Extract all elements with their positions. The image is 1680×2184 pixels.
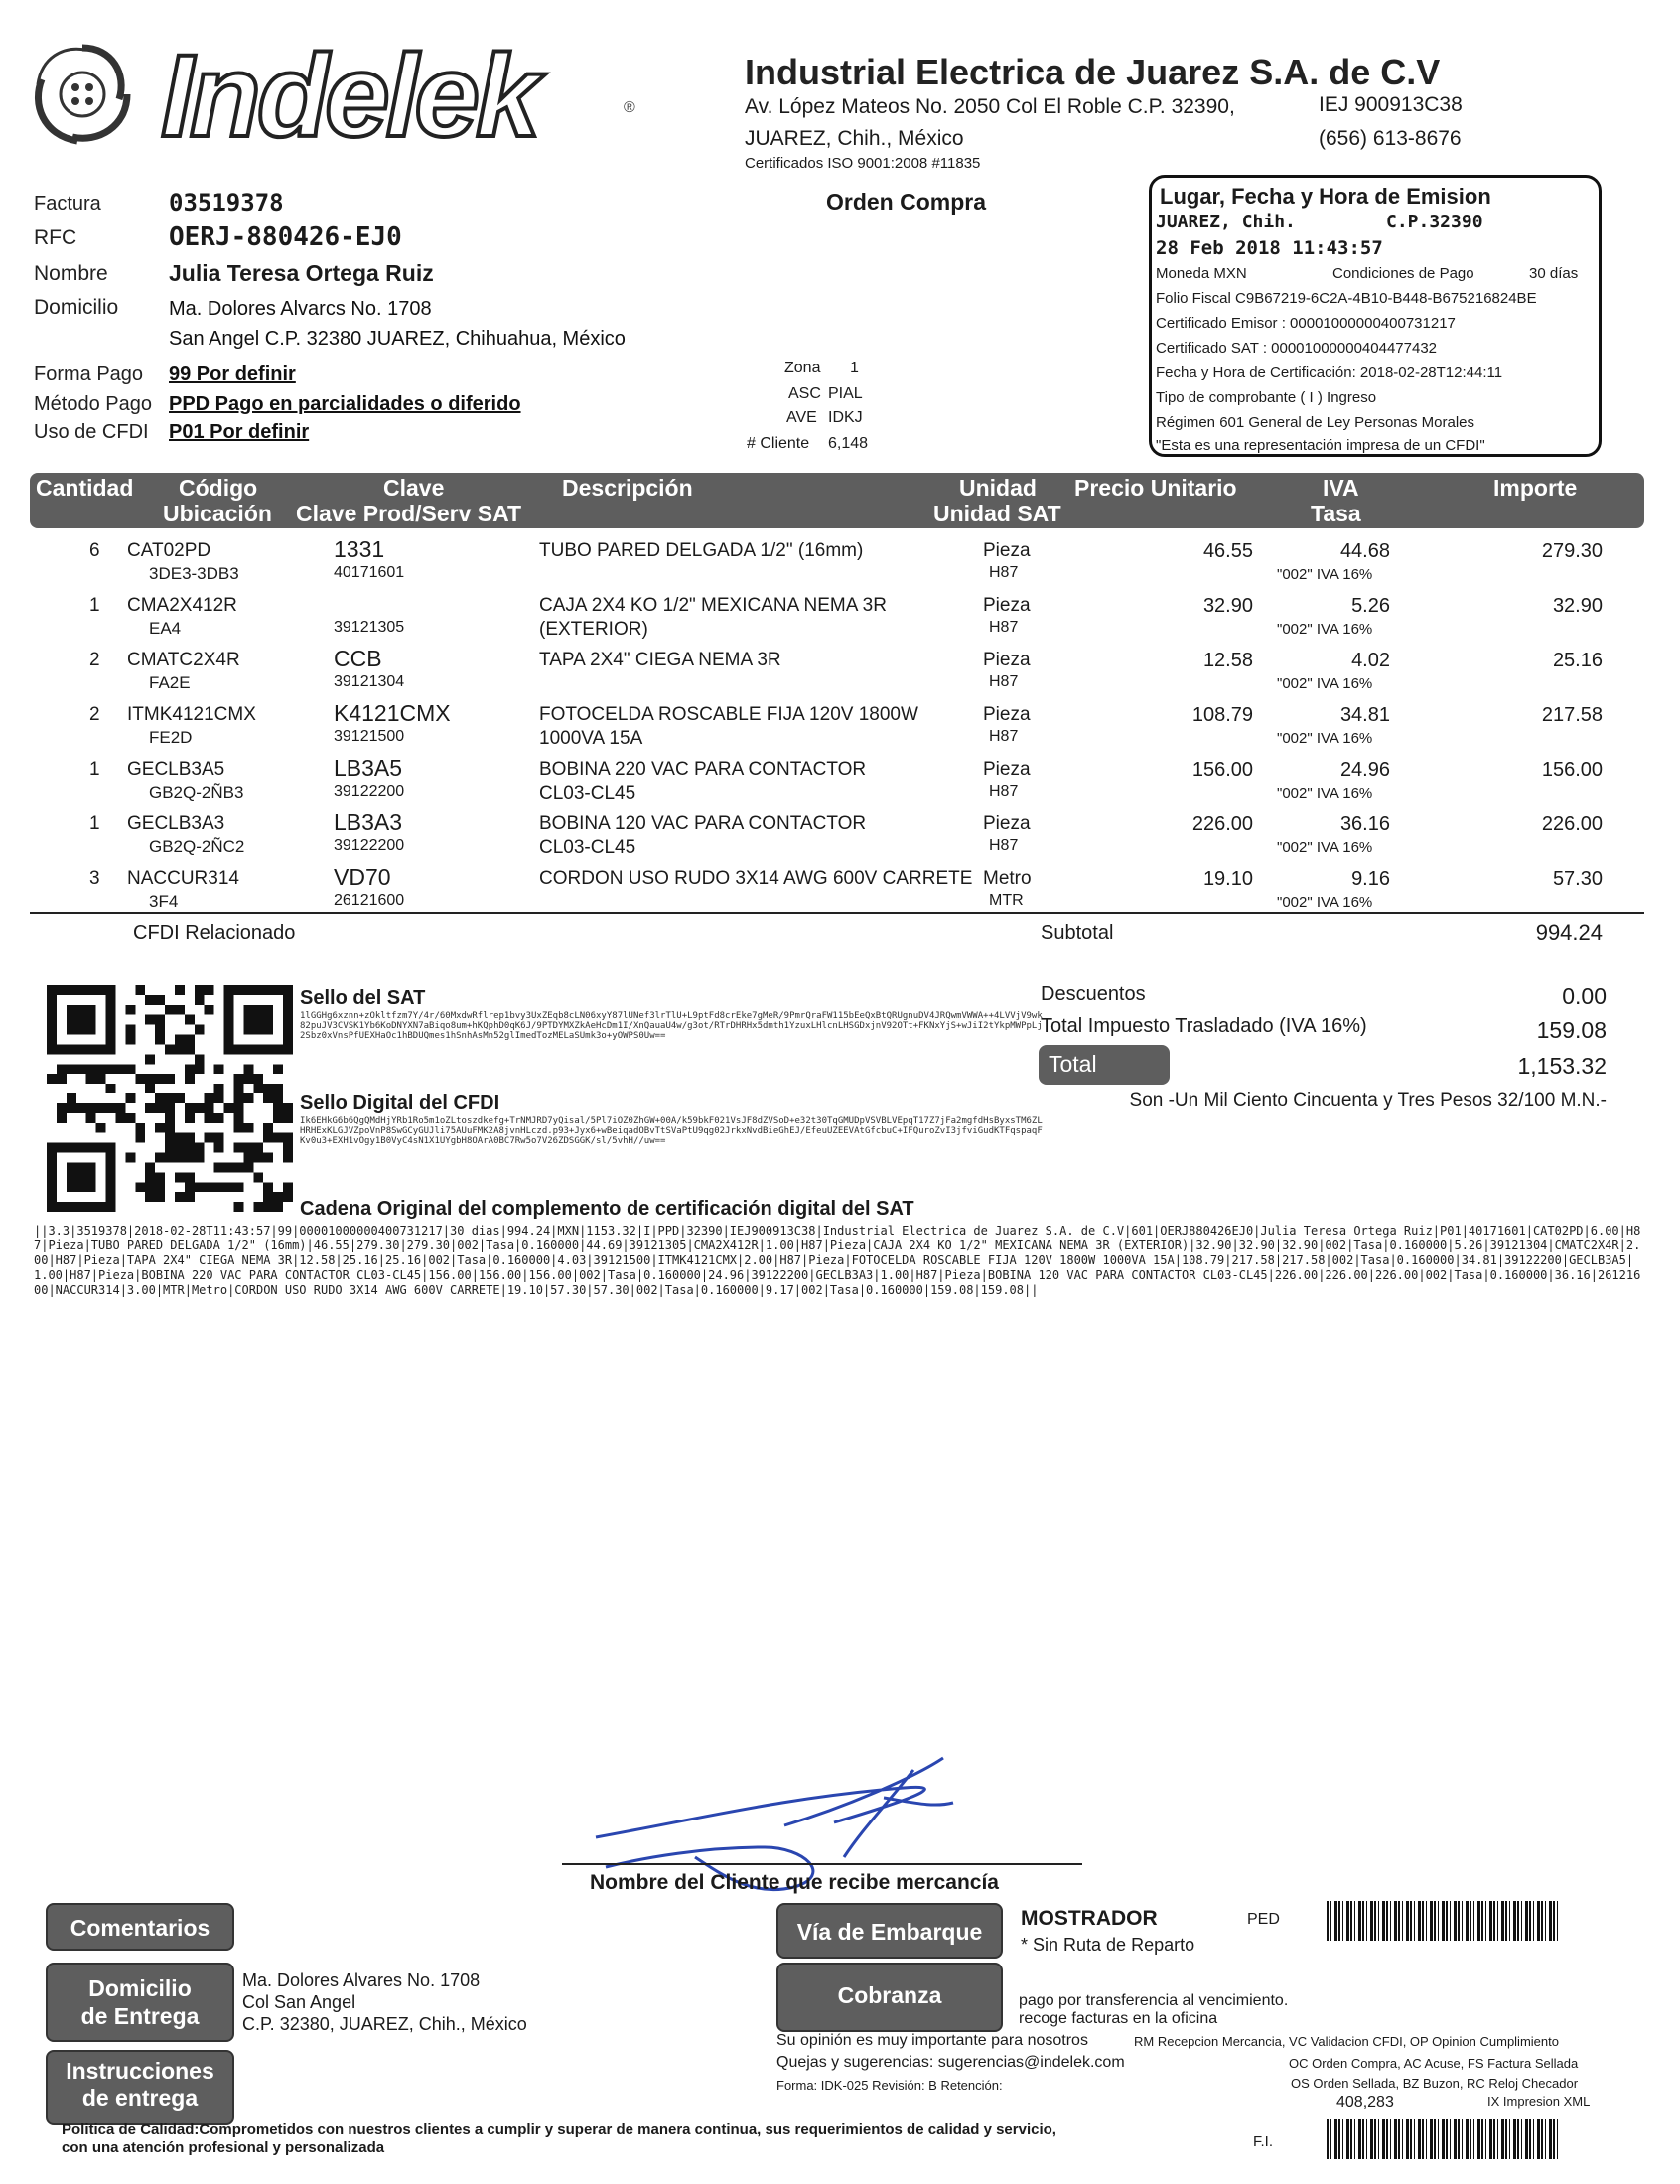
item-tasa: "002" IVA 16%: [1277, 785, 1373, 801]
folio-fiscal: Folio Fiscal C9B67219-6C2A-4B10-B448-B675216824BE: [1156, 290, 1537, 307]
item-code: GECLB3A5: [127, 759, 225, 780]
barcode-top: [1327, 1901, 1561, 1941]
th-descripcion: Descripción: [562, 475, 693, 501]
item-clave: K4121CMX: [334, 700, 451, 726]
item-description-2: CL03-CL45: [539, 837, 636, 858]
th-tasa: Tasa: [1311, 501, 1361, 526]
sello-sat-value: 1lGGHg6xznn+zOkltfzm7Y/4r/60MxdwRflrep1bvy3UxZEqb8cLN06xyY87lUNef3lrTlU+L9ptFd8crEke7gMeR/9PmrQraFW115bEeQxBtQRUgnuDV4JRQwmVWWA++4LVVjV9wk82puJV3CVSK1Yb6KoDNYXN7aBiqo8um+hKQphD0qK6J/9PTDYMXZkAeHcDm1I/XnQauaU4w/g3ot/RTrDHRHx5dmth1YzuxLHlcnLHSGDxjnV92OTt+FKNxYjS+wJiI2tYkpMWPpLj2Sbz0xVnsPfUEXHaOc1hBDUQmes1hSnhAsMn52glImedTozMELaSUmk3o+yOWPS0Uw==: [300, 1011, 1043, 1041]
company-phone: (656) 613-8676: [1319, 127, 1462, 150]
table-row: [0, 589, 1680, 644]
item-code: CAT02PD: [127, 540, 211, 561]
emission-city: JUAREZ, Chih.: [1156, 212, 1296, 232]
item-description: TUBO PARED DELGADA 1/2" (16mm): [539, 540, 864, 561]
cadena-original-title: Cadena Original del complemento de certificación digital del SAT: [300, 1198, 914, 1220]
item-unit-price: 156.00: [1191, 759, 1253, 781]
opinion-text: Su opinión es muy importante para nosotros: [776, 2032, 1088, 2049]
item-importe: 279.30: [1541, 540, 1603, 562]
barcode-bottom: [1327, 2119, 1561, 2159]
factura-label: Factura: [34, 193, 101, 215]
item-importe: 25.16: [1552, 650, 1603, 671]
emission-title: Lugar, Fecha y Hora de Emision: [1160, 184, 1491, 209]
th-importe: Importe: [1493, 475, 1578, 501]
item-unit: Pieza: [983, 650, 1031, 670]
ave-label: AVE: [786, 409, 817, 426]
item-iva: 9.16: [1351, 868, 1390, 890]
item-unit-price: 32.90: [1202, 595, 1253, 617]
item-unit: Pieza: [983, 704, 1031, 725]
rfc-label: RFC: [34, 226, 77, 249]
emission-datetime: 28 Feb 2018 11:43:57: [1156, 237, 1383, 259]
th-unidad-sat: Unidad SAT: [933, 501, 1061, 526]
item-iva: 36.16: [1339, 813, 1390, 835]
item-description-2: (EXTERIOR): [539, 619, 648, 640]
domicilio-entrega-badge: [46, 1963, 234, 2042]
item-qty: 3: [89, 868, 100, 889]
total-label: Total: [1039, 1045, 1170, 1085]
item-description: BOBINA 220 VAC PARA CONTACTOR: [539, 759, 867, 780]
item-tasa: "002" IVA 16%: [1277, 839, 1373, 856]
uso-cfdi: P01 Por definir: [169, 421, 310, 443]
legend-2: OC Orden Compra, AC Acuse, FS Factura Sellada: [1289, 2056, 1579, 2071]
item-code: ITMK4121CMX: [127, 704, 256, 725]
item-unit: Pieza: [983, 540, 1031, 561]
signature-line: [562, 1863, 1082, 1865]
item-importe: 156.00: [1541, 759, 1603, 781]
item-iva: 5.26: [1351, 595, 1390, 617]
company-address-1: Av. López Mateos No. 2050 Col El Roble C.P. 32390,: [745, 95, 1235, 118]
item-unit-price: 12.58: [1202, 650, 1253, 671]
tipo-comprobante: Tipo de comprobante ( I ) Ingreso: [1156, 389, 1377, 406]
item-iva: 34.81: [1339, 704, 1390, 726]
item-description: CORDON USO RUDO 3X14 AWG 600V CARRETE: [539, 868, 973, 889]
item-location: FE2D: [149, 728, 193, 747]
item-clave: LB3A5: [334, 755, 403, 781]
comentarios-badge: Comentarios: [46, 1903, 234, 1951]
quejas-text: Quejas y sugerencias: sugerencias@indelek.com: [776, 2054, 1125, 2071]
item-description: BOBINA 120 VAC PARA CONTACTOR: [539, 813, 867, 834]
regimen: Régimen 601 General de Ley Personas Morales: [1156, 414, 1475, 431]
embarque-mostrador: MOSTRADOR: [1021, 1907, 1158, 1930]
descuentos-value: 0.00: [1562, 983, 1607, 1009]
item-description: CAJA 2X4 KO 1/2" MEXICANA NEMA 3R: [539, 595, 887, 616]
item-unit-sat: H87: [989, 728, 1019, 745]
item-importe: 57.30: [1552, 868, 1603, 890]
descuentos-label: Descuentos: [1041, 983, 1146, 1005]
table-divider: [30, 912, 1644, 914]
item-clave: 1331: [334, 536, 385, 562]
embarque-ruta: * Sin Ruta de Reparto: [1021, 1935, 1195, 1955]
subtotal-label: Subtotal: [1041, 922, 1114, 944]
item-unit: Pieza: [983, 759, 1031, 780]
item-sat-code: 39121500: [334, 728, 405, 745]
th-ubicacion: Ubicación: [163, 501, 272, 526]
item-code: CMATC2X4R: [127, 650, 240, 670]
item-qty: 1: [89, 759, 100, 780]
item-location: 3F4: [149, 892, 179, 911]
moneda: Moneda MXN: [1156, 265, 1247, 282]
cobranza-badge: Cobranza: [776, 1963, 1003, 2032]
qr-code: [46, 985, 294, 1212]
item-importe: 32.90: [1552, 595, 1603, 617]
impuesto-value: 159.08: [1536, 1017, 1607, 1043]
item-unit-price: 46.55: [1202, 540, 1253, 562]
item-unit-sat: H87: [989, 673, 1019, 690]
table-row: [0, 698, 1680, 753]
item-code: NACCUR314: [127, 868, 239, 889]
fi-label: F.I.: [1253, 2133, 1274, 2150]
item-iva: 44.68: [1339, 540, 1390, 562]
logo-wordmark: Indelek: [161, 31, 537, 162]
item-qty: 1: [89, 595, 100, 616]
domicilio-label: Domicilio: [34, 296, 119, 319]
cobranza-line1: pago por transferencia al vencimiento.: [1019, 1992, 1289, 2009]
ped-label: PED: [1247, 1911, 1280, 1928]
item-sat-code: 39122200: [334, 837, 405, 854]
zona-value: 1: [850, 360, 859, 376]
client-name: Julia Teresa Ortega Ruiz: [169, 260, 434, 286]
indelek-logo-icon: [28, 40, 137, 149]
item-tasa: "002" IVA 16%: [1277, 894, 1373, 911]
item-location: GB2Q-2ÑB3: [149, 783, 244, 801]
sello-cfdi-title: Sello Digital del CFDI: [300, 1092, 500, 1114]
item-sat-code: 26121600: [334, 892, 405, 909]
item-location: 3DE3-3DB3: [149, 564, 239, 583]
orden-compra-title: Orden Compra: [826, 189, 987, 215]
item-description: TAPA 2X4" CIEGA NEMA 3R: [539, 650, 781, 670]
item-tasa: "002" IVA 16%: [1277, 730, 1373, 747]
signature-label: Nombre del Cliente que recibe mercancía: [590, 1871, 999, 1894]
th-cantidad: Cantidad: [36, 475, 134, 501]
asc-value: PIAL: [828, 385, 863, 402]
th-codigo: Código: [179, 475, 258, 501]
item-tasa: "002" IVA 16%: [1277, 566, 1373, 583]
certificado-emisor: Certificado Emisor : 00001000000400731217: [1156, 315, 1456, 332]
sello-sat-title: Sello del SAT: [300, 987, 426, 1009]
metodo-pago-label: Método Pago: [34, 393, 152, 415]
impuesto-label: Total Impuesto Trasladado (IVA 16%): [1041, 1015, 1367, 1037]
item-tasa: "002" IVA 16%: [1277, 675, 1373, 692]
items-table-header: [30, 473, 1644, 528]
folio-number: 408,283: [1336, 2094, 1394, 2111]
fecha-certificacion: Fecha y Hora de Certificación: 2018-02-28T12:44:11: [1156, 364, 1503, 381]
legend-1: RM Recepcion Mercancia, VC Validacion CFDI, OP Opinion Cumplimiento: [1134, 2034, 1559, 2049]
item-unit-sat: H87: [989, 564, 1019, 581]
condiciones-pago-dias: 30 días: [1529, 265, 1579, 282]
ave-value: IDKJ: [828, 409, 863, 426]
item-unit-sat: MTR: [989, 892, 1024, 909]
item-clave: LB3A3: [334, 809, 403, 835]
item-unit-price: 108.79: [1191, 704, 1253, 726]
client-address-2: San Angel C.P. 32380 JUAREZ, Chihuahua, México: [169, 328, 626, 350]
company-address-2: JUAREZ, Chih., México: [745, 127, 964, 150]
emission-box: [1149, 175, 1602, 457]
item-qty: 1: [89, 813, 100, 834]
item-sat-code: 39121305: [334, 619, 405, 636]
cobranza-line2: recoge facturas en la oficina: [1019, 2010, 1218, 2027]
table-row: [0, 534, 1680, 589]
item-description-2: 1000VA 15A: [539, 728, 643, 749]
instrucciones-line1: Instrucciones: [66, 2058, 214, 2084]
asc-label: ASC: [788, 385, 821, 402]
item-code: CMA2X412R: [127, 595, 237, 616]
item-qty: 6: [89, 540, 100, 561]
item-sat-code: 40171601: [334, 564, 405, 581]
company-rfc: IEJ 900913C38: [1319, 93, 1463, 116]
item-importe: 217.58: [1541, 704, 1603, 726]
domicilio-entrega-line2: de Entrega: [80, 2003, 200, 2029]
entrega-address-2: Col San Angel: [242, 1992, 356, 2012]
item-sat-code: 39121304: [334, 673, 405, 690]
item-unit-price: 226.00: [1191, 813, 1253, 835]
item-iva: 24.96: [1339, 759, 1390, 781]
item-unit-price: 19.10: [1202, 868, 1253, 890]
item-unit-sat: H87: [989, 619, 1019, 636]
item-importe: 226.00: [1541, 813, 1603, 835]
th-unidad: Unidad: [959, 475, 1037, 501]
company-iso: Certificados ISO 9001:2008 #11835: [745, 155, 981, 172]
client-address-1: Ma. Dolores Alvarcs No. 1708: [169, 298, 432, 320]
th-precio: Precio Unitario: [1074, 475, 1237, 501]
th-clave: Clave: [383, 475, 445, 501]
uso-cfdi-label: Uso de CFDI: [34, 421, 149, 443]
zona-label: Zona: [784, 360, 821, 376]
legend-3: OS Orden Sellada, BZ Buzon, RC Reloj Checador: [1291, 2076, 1579, 2091]
cadena-original-value: ||3.3|3519378|2018-02-28T11:43:57|99|00001000000400731217|30 dias|994.24|MXN|1153.32|I|PPD|32390|IEJ900913C38|Industrial Electrica de Juarez S.A. de C.V|601|OERJ880426EJ0|Julia Teresa Ortega Ruiz|P01|40171601|CAT02PD|6.00|H87|Pieza|TUBO PARED DELGADA 1/2" (16mm)|46.55|279.30|279.30|002|Tasa|0.160000|44.69|39121305|CMA2X412R|1.00|H87|Pieza|CAJA 2X4 KO 1/2" MEXICANA NEMA 3R (EXTERIOR)|32.90|32.90|32.90|002|Tasa|0.160000|5.26|39121304|CMATC2X4R|2.00|H87|Pieza|TAPA 2X4" CIEGA NEMA 3R|12.58|25.16|25.16|002|Tasa|0.160000|4.03|39121500|ITMK4121CMX|2.00|H87|Pieza|FOTOCELDA ROSCABLE FIJA 120V 1800W 1000VA 15A|108.79|217.58|217.58|002|Tasa|0.160000|34.81|39122200|GECLB3A5|1.00|H87|Pieza|BOBINA 220 VAC PARA CONTACTOR CL03-CL45|156.00|156.00|156.00|002|Tasa|0.160000|24.96|39122200|GECLB3A3|1.00|H87|Pieza|BOBINA 120 VAC PARA CONTACTOR CL03-CL45|226.00|226.00|226.00|002|Tasa|0.160000|36.16|26121600|NACCUR314|3.00|MTR|Metro|CORDON USO RUDO 3X14 AWG 600V CARRETE|19.10|57.30|57.30|002|Tasa|0.160000|9.17|002|Tasa|0.160000|159.08|159.08||: [34, 1224, 1641, 1297]
condiciones-pago-label: Condiciones de Pago: [1332, 265, 1474, 282]
item-unit-sat: H87: [989, 837, 1019, 854]
forma-pago: 99 Por definir: [169, 364, 296, 385]
factura-number: 03519378: [169, 189, 284, 217]
company-name: Industrial Electrica de Juarez S.A. de C.V: [745, 52, 1441, 92]
cfdi-note: "Esta es una representación impresa de un CFDI": [1156, 437, 1485, 454]
registered-mark: ®: [624, 99, 635, 116]
total-value: 1,153.32: [1517, 1053, 1607, 1079]
table-row: [0, 753, 1680, 807]
nombre-label: Nombre: [34, 262, 108, 285]
legend-4: IX Impresion XML: [1487, 2094, 1591, 2109]
item-tasa: "002" IVA 16%: [1277, 621, 1373, 638]
th-clave-sat: Clave Prod/Serv SAT: [296, 501, 522, 526]
item-unit: Pieza: [983, 813, 1031, 834]
item-description-2: CL03-CL45: [539, 783, 636, 803]
item-location: GB2Q-2ÑC2: [149, 837, 245, 856]
client-rfc: OERJ-880426-EJ0: [169, 222, 402, 252]
th-iva: IVA: [1323, 475, 1359, 501]
metodo-pago: PPD Pago en parcialidades o diferido: [169, 393, 521, 415]
cliente-value: 6,148: [828, 435, 869, 452]
item-clave: VD70: [334, 864, 391, 890]
subtotal-value: 994.24: [1535, 920, 1603, 945]
item-location: EA4: [149, 619, 182, 638]
emission-cp: C.P.32390: [1386, 212, 1483, 232]
item-clave: CCB: [334, 646, 382, 671]
item-unit: Pieza: [983, 595, 1031, 616]
table-row: [0, 862, 1680, 917]
item-code: GECLB3A3: [127, 813, 225, 834]
item-sat-code: 39122200: [334, 783, 405, 800]
forma-revision: Forma: IDK-025 Revisión: B Retención:: [776, 2078, 1003, 2093]
domicilio-entrega-line1: Domicilio: [88, 1975, 192, 2001]
certificado-sat: Certificado SAT : 00001000000404477432: [1156, 340, 1438, 357]
instrucciones-line2: de entrega: [81, 2085, 199, 2111]
instrucciones-badge: [46, 2050, 234, 2125]
politica-calidad-2: con una atención profesional y personalizada: [62, 2139, 385, 2156]
cfdi-relacionado: CFDI Relacionado: [133, 922, 296, 944]
table-row: [0, 644, 1680, 698]
politica-calidad-1: Politica de Calidad:Comprometidos con nuestros clientes a cumplir y superar de manera continua, sus requerimientos de calidad y servicio,: [62, 2121, 1056, 2138]
item-unit: Metro: [983, 868, 1032, 889]
via-embarque-badge: Vía de Embarque: [776, 1903, 1003, 1959]
entrega-address-1: Ma. Dolores Alvares No. 1708: [242, 1970, 481, 1990]
total-in-words: Son -Un Mil Ciento Cincuenta y Tres Pesos 32/100 M.N.-: [1129, 1091, 1607, 1111]
sello-cfdi-value: Ik6EHkG6b6QgQMdHjYRb1Ro5m1oZLtoszdkefg+TrNMJRD7yQisal/5Pl7iOZ0ZhGW+00A/k59bkF021VsJF8dZVSoD+e32t30TqGMUDpVSVBLVEpqT17Z7jFa2mgfdHsByxsTM6ZLHRHExKLGJVZpoVnP8SwGCyGUJli75AUuFMK2A8jvnHLczd.p93+Jyx6+wBeiqadOBvTtSVaPtU9qg02JrkxNvdBieGhEJ/EfeuUZEEVAtGfcbuC+IFQuroZvI3jfviGudKTFqspaqFKv0u3+EXH1vOgy1B0VyC4sN1X1UYgbH8OArA0BC7Rw5o7V26ZDSGGK/sl/5vhH//uw==: [300, 1116, 1043, 1146]
item-unit-sat: H87: [989, 783, 1019, 800]
item-iva: 4.02: [1351, 650, 1390, 671]
item-qty: 2: [89, 650, 100, 670]
item-qty: 2: [89, 704, 100, 725]
item-description: FOTOCELDA ROSCABLE FIJA 120V 1800W: [539, 704, 918, 725]
forma-pago-label: Forma Pago: [34, 364, 144, 385]
item-location: FA2E: [149, 673, 191, 692]
cliente-label: # Cliente: [747, 435, 810, 452]
table-row: [0, 807, 1680, 862]
entrega-address-3: C.P. 32380, JUAREZ, Chih., México: [242, 2014, 527, 2034]
